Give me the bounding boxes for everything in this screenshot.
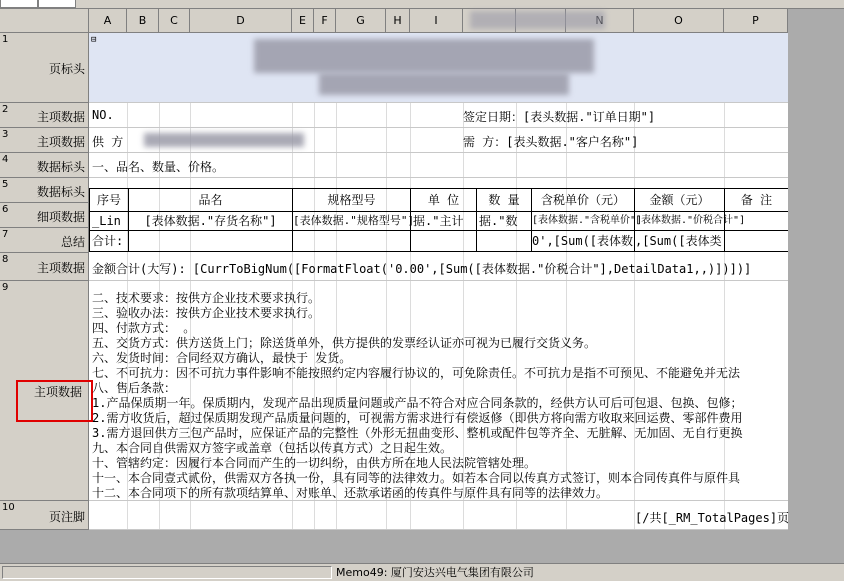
row-header-2[interactable] [0,103,89,128]
page-header-band[interactable] [89,33,788,103]
detail-cell-spec[interactable]: [表体数据."规格型号"] [292,211,411,231]
row-number: 1 [2,34,9,45]
column-header-p[interactable]: P [724,9,788,33]
total-pages-field[interactable]: [/共[_RM_TotalPages]页 [635,511,790,525]
term-line: 3.需方退回供方三包产品时，应保证产品的完整性（外形无扭曲变形、整机或配件包等齐全、无脏解、无加固、无自行更换 [92,426,743,440]
row-band-label: 细项数据 [36,210,85,224]
status-memo-text: Memo49: 厦门安达兴电气集团有限公司 [336,566,534,579]
header-cell-unit-price[interactable]: 含税单价（元） [531,188,635,212]
header-cell-amount[interactable]: 金额（元） [634,188,725,212]
master-data-band-3[interactable] [89,128,788,153]
term-line: 1.产品保质期一年。保质期内，发现产品出现质量问题或产品不符合对应合同条款的，经供方认可后可包退、包换、包修； [92,396,743,410]
row-number: 10 [2,502,15,513]
row-number: 9 [2,282,9,293]
row-number: 5 [2,179,9,190]
blurred-column-headers [470,11,605,29]
column-header-f[interactable]: F [314,9,336,33]
summary-cell-3[interactable] [292,230,411,252]
row-header-6[interactable] [0,203,89,228]
row-band-label: 主项数据 [33,385,82,399]
row-header-7[interactable] [0,228,89,253]
top-tab-strip [0,0,844,9]
collapse-icon[interactable]: ⊟ [91,35,97,45]
header-cell-unit[interactable]: 单 位 [410,188,477,212]
row-band-label: 页注脚 [48,510,85,524]
supplier-label[interactable]: 供 方 [92,135,124,149]
row-band-label: 数据标头 [36,185,85,199]
row-band-label: 页标头 [48,62,85,76]
row-header-3[interactable] [0,128,89,153]
row-band-label: 主项数据 [36,135,85,149]
detail-cell-unit[interactable]: 据."主计 [410,211,477,231]
row-number: 3 [2,129,9,140]
row-header-1[interactable] [0,33,89,103]
term-line: 十二、本合同项下的所有款项结算单、对账单、还款承诺函的传真件与原件具有同等的法律效力。 [92,486,609,500]
row-band-label: 总结 [60,235,85,249]
customer-field[interactable]: 需 方：[表头数据."客户名称"] [463,135,639,149]
row-header-5[interactable] [0,178,89,203]
term-line: 七、不可抗力：因不可抗力事件影响不能按照约定内容履行协议的，可免除责任。不可抗力是指不可预见、不能避免并无法 [92,366,741,380]
summary-cell-amount[interactable]: ,[Sum([表体类 [634,230,725,252]
blurred-subtitle [319,73,569,95]
detail-cell-amount[interactable]: [表体数据."价税合计"] [634,211,725,231]
designer-tab-1[interactable] [0,0,38,8]
term-line: 四、付款方式： 。 [92,321,196,335]
row-number: 6 [2,204,9,215]
term-line: 九、本合同自供需双方签字或盖章（包括以传真方式）之日起生效。 [92,441,453,455]
selection-highlight-box [16,380,93,422]
row-band-label: 数据标头 [36,160,85,174]
header-cell-remark[interactable]: 备 注 [724,188,788,212]
column-header-o[interactable]: O [634,9,724,33]
column-header-b[interactable]: B [127,9,159,33]
header-cell-spec[interactable]: 规格型号 [292,188,411,212]
term-line: 五、交货方式：供方送货上门；除送货单外，供方提供的发票经认证亦可视为已履行交货义务。 [92,336,597,350]
row-header-4[interactable] [0,153,89,178]
detail-cell-line[interactable]: _Lin [89,211,129,231]
column-header-h[interactable]: H [386,9,410,33]
header-cell-qty[interactable]: 数 量 [476,188,532,212]
term-line: 三、验收办法：按供方企业技术要求执行。 [92,306,321,320]
column-header-e[interactable]: E [292,9,314,33]
column-header-d[interactable]: D [190,9,292,33]
header-cell-serial[interactable]: 序号 [89,188,129,212]
term-line: 二、技术要求：按供方企业技术要求执行。 [92,291,321,305]
master-data-band-8[interactable] [89,253,788,281]
amount-in-words-field[interactable]: 金额合计(大写): [CurrToBigNum([FormatFloat('0.00',[Sum([表体数据."价税合计"],DetailData1,,)])])] [92,262,752,276]
summary-cell-4[interactable] [410,230,477,252]
summary-label-cell[interactable]: 合计: [89,230,129,252]
summary-cell-unit-price[interactable]: 0',[Sum([表体数 [531,230,635,252]
designer-tab-2[interactable] [38,0,76,8]
column-header-c[interactable]: C [159,9,190,33]
header-cell-name[interactable]: 品名 [128,188,293,212]
term-line: 八、售后条款： [92,381,177,395]
status-bar [0,563,844,581]
row-number: 7 [2,229,9,240]
order-number-field[interactable]: NO. [92,108,114,122]
row-header-10[interactable] [0,501,89,530]
report-design-sheet [0,9,788,530]
summary-cell-2[interactable] [128,230,293,252]
row-number: 2 [2,104,9,115]
term-line: 2.需方收货后，超过保质期发现产品质量问题的，可视需方需求进行有偿返修（即供方将向需方收取来回运费、零部件费用 [92,411,743,425]
sign-date-field[interactable]: 签定日期：[表头数据."订单日期"] [463,110,656,124]
terms-memo-band[interactable] [89,281,788,501]
row-band-label: 主项数据 [36,110,85,124]
page-footer-band[interactable] [89,501,788,530]
row-number: 4 [2,154,9,165]
blurred-title [254,39,594,73]
detail-cell-qty[interactable]: 据."数 [476,211,532,231]
summary-cell-remark[interactable] [724,230,788,252]
blurred-supplier-name [144,133,304,147]
term-line: 十、管辖约定：因履行本合同而产生的一切纠纷，由供方所在地人民法院管辖处理。 [92,456,537,470]
corner-cell[interactable] [0,9,89,33]
master-data-band-2[interactable] [89,103,788,128]
status-panel-1 [2,566,332,579]
section-title[interactable]: 一、品名、数量、价格。 [92,160,225,174]
row-header-8[interactable] [0,253,89,281]
column-header-a[interactable]: A [89,9,127,33]
row-number: 8 [2,254,9,265]
column-header-g[interactable]: G [336,9,386,33]
column-header-i[interactable]: I [410,9,463,33]
data-header-band-4[interactable] [89,153,788,178]
row-band-label: 主项数据 [36,261,85,275]
summary-cell-5[interactable] [476,230,532,252]
detail-cell-unit-price[interactable]: [表体数据."含税单价"] [531,211,635,231]
term-line: 十一、本合同壹式贰份，供需双方各执一份，具有同等的法律效力。如若本合同以传真方式签订，则本合同传真件与原件具 [92,471,741,485]
empty-workspace [0,530,844,563]
detail-cell-item-name[interactable]: [表体数据."存货名称"] [128,211,293,231]
term-line: 六、发货时间：合同经双方确认，最快于 发货。 [92,351,352,365]
